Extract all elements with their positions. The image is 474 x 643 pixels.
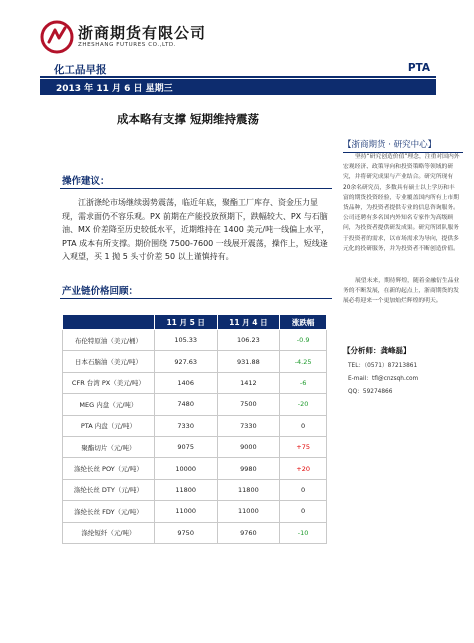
row-nov4: 931.88 <box>217 351 280 372</box>
report-title: 化工品早报 <box>54 64 107 76</box>
row-change: +75 <box>280 436 327 457</box>
company-name-cn: 浙商期货有限公司 <box>78 24 207 42</box>
advice-heading: 操作建议： <box>62 176 110 187</box>
row-nov4: 11000 <box>217 501 280 522</box>
report-date: 2013 年 11 月 6 日 星期三 <box>56 84 173 94</box>
row-nov5: 7480 <box>154 394 217 415</box>
table-row <box>63 479 327 500</box>
sidebar-outlook-paragraph: 展望未来，期待辉煌，随着金融衍生品业务的不断发展，在新的起点上，浙商期货的发展必将迎来一个更加灿烂辉煌的明天。 <box>343 278 460 305</box>
row-name: PTA 内盘（元/吨） <box>63 415 155 436</box>
advice-divider <box>60 188 332 189</box>
row-change: -10 <box>280 522 327 543</box>
table-row <box>63 415 327 436</box>
row-nov4: 106.23 <box>217 330 280 351</box>
row-nov5: 927.63 <box>154 351 217 372</box>
headline: 成本略有支撑 短期维持震荡 <box>116 112 259 126</box>
row-nov5: 9075 <box>154 436 217 457</box>
price-review-heading: 产业链价格回顾： <box>62 286 139 297</box>
header-change: 涨跌幅 <box>280 315 327 330</box>
row-name: 涤纶长丝 DTY（元/吨） <box>63 479 155 500</box>
analyst-phone: TEL：（0571）87213861 <box>348 363 418 369</box>
row-nov4: 1412 <box>217 372 280 393</box>
company-name-en: ZHESHANG FUTURES CO.,LTD. <box>78 42 177 48</box>
row-name: 布伦特原油（美元/桶） <box>63 330 155 351</box>
table-row <box>63 351 327 372</box>
table-row <box>63 436 327 457</box>
row-name: MEG 内盘（元/吨） <box>63 394 155 415</box>
price-table-header <box>63 315 327 330</box>
row-nov4: 7500 <box>217 394 280 415</box>
table-row <box>63 458 327 479</box>
row-name: 聚酯切片（元/吨） <box>63 436 155 457</box>
row-nov4: 9760 <box>217 522 280 543</box>
row-name: 涤纶长丝 POY（元/吨） <box>63 458 155 479</box>
date-bar <box>40 79 436 95</box>
table-row <box>63 501 327 522</box>
analyst-heading: 【分析师：龚峰磊】 <box>343 346 411 355</box>
table-row <box>63 330 327 351</box>
row-name: 日本石脑油（美元/吨） <box>63 351 155 372</box>
header-nov4: 11 月 4 日 <box>217 315 280 330</box>
company-logo-icon <box>40 20 74 54</box>
table-row <box>63 522 327 543</box>
row-change: +20 <box>280 458 327 479</box>
analyst-qq: QQ：59274866 <box>348 389 393 395</box>
price-table <box>62 314 327 544</box>
analyst-email: E-mail：tfl@cnzsqh.com <box>348 376 419 382</box>
row-nov4: 9980 <box>217 458 280 479</box>
row-nov5: 1406 <box>154 372 217 393</box>
company-logo <box>40 20 260 54</box>
header-item <box>63 315 155 330</box>
row-nov5: 10000 <box>154 458 217 479</box>
row-change: -6 <box>280 372 327 393</box>
sidebar-heading: 【浙商期货 · 研究中心】 <box>343 138 463 153</box>
row-change: 0 <box>280 479 327 500</box>
table-row <box>63 394 327 415</box>
row-nov5: 11000 <box>154 501 217 522</box>
row-nov4: 11800 <box>217 479 280 500</box>
price-review-divider <box>60 298 332 299</box>
table-row <box>63 372 327 393</box>
advice-text: 江浙涤纶市场继续弱势震荡，临近年底，聚酯工厂库存、资金压力显现，需求面仍不容乐观。PX 前期在产能投放预期下，跌幅较大、PX 与石脑油、MX 价差降至历史较低水平，近期维持在 1400 美元/吨一线偏上水平，PTA 成本有所支撑。期价围绕 7500-7600 一线展开震荡，操作上，短线逢入观望，买 1 抛 5 头寸价差 50 以上谨慎持有。 <box>62 198 330 262</box>
row-nov5: 7330 <box>154 415 217 436</box>
row-change: -20 <box>280 394 327 415</box>
report-title-bar <box>40 62 436 78</box>
row-change: -0.9 <box>280 330 327 351</box>
row-nov5: 105.33 <box>154 330 217 351</box>
row-name: 涤纶长丝 FDY（元/吨） <box>63 501 155 522</box>
row-nov4: 9000 <box>217 436 280 457</box>
product-code: PTA <box>407 62 430 74</box>
sidebar-intro-paragraph: 坚持“研究创造价值”理念，注重对国内外宏观经济、政策导向和投资策略等领域的研究，并将研究成果与产业结合。研究所现有20余名研究员，多数具有硕士以上学历和丰富的期货投资经验，专业覆盖国内所有上市期货品种，为投资者提供专业的信息咨询服务。公司还聘有多名国内外知名专家作为高级顾问，为投资者提供研发成果。研究所团队服务于投资者的需求，以市场需求为导向，提供多元化的投研服务，并为投资者不断创造价值。 <box>343 154 460 252</box>
row-nov5: 11800 <box>154 479 217 500</box>
row-nov4: 7330 <box>217 415 280 436</box>
row-change: 0 <box>280 501 327 522</box>
row-name: 涤纶短纤（元/吨） <box>63 522 155 543</box>
row-change: -4.25 <box>280 351 327 372</box>
header-nov5: 11 月 5 日 <box>154 315 217 330</box>
row-name: CFR 台湾 PX（美元/吨） <box>63 372 155 393</box>
row-nov5: 9750 <box>154 522 217 543</box>
row-change: 0 <box>280 415 327 436</box>
